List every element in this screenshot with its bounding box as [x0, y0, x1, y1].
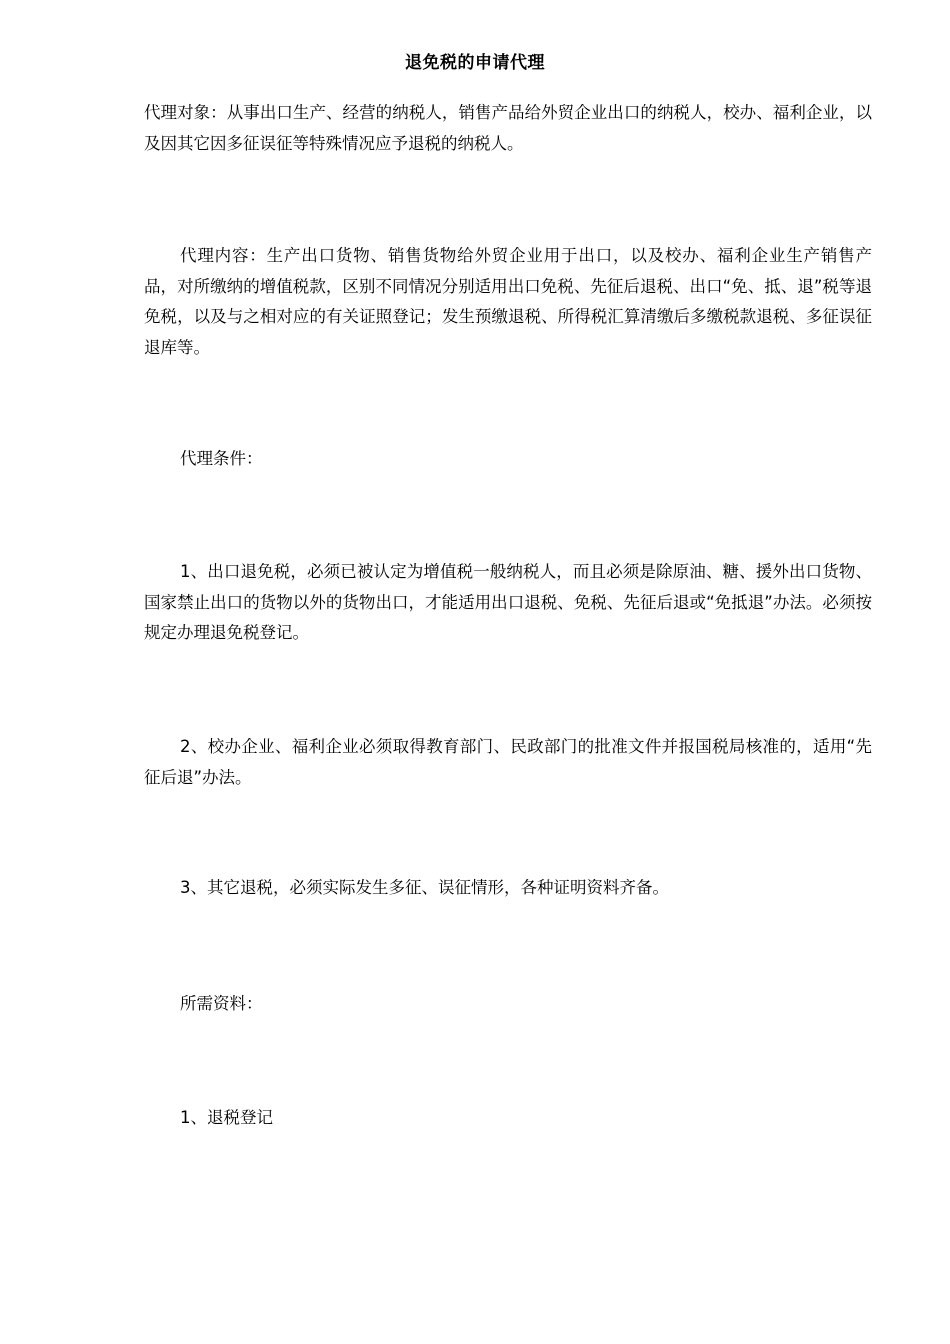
paragraph-condition-1: 1、出口退免税，必须已被认定为增值税一般纳税人，而且必须是除原油、糖、援外出口货物、国家禁止出口的货物以外的货物出口，才能适用出口退税、免税、先征后退或“免抵退”办法。必须按规定办理退免税登记。	[144, 562, 872, 642]
paragraph-materials-heading: 所需资料：	[180, 994, 263, 1013]
paragraph-conditions-heading: 代理条件：	[180, 449, 263, 468]
paragraph-material-1: 1、退税登记	[180, 1108, 273, 1127]
paragraph-condition-2: 2、校办企业、福利企业必须取得教育部门、民政部门的批准文件并报国税局核准的，适用“先征后退”办法。	[144, 737, 872, 787]
document-title: 退免税的申请代理	[405, 53, 545, 73]
paragraph-agency-content: 代理内容：生产出口货物、销售货物给外贸企业用于出口，以及校办、福利企业生产销售产品，对所缴纳的增值税款，区别不同情况分别适用出口免税、先征后退税、出口“免、抵、退”税等退免税，以及与之相对应的有关证照登记；发生预缴退税、所得税汇算清缴后多缴税款退税、多征误征退库等。	[144, 246, 872, 357]
paragraph-condition-3: 3、其它退税，必须实际发生多征、误征情形，各种证明资料齐备。	[180, 878, 669, 897]
paragraph-agency-target: 代理对象：从事出口生产、经营的纳税人，销售产品给外贸企业出口的纳税人，校办、福利企业，以及因其它因多征误征等特殊情况应予退税的纳税人。	[144, 103, 872, 153]
